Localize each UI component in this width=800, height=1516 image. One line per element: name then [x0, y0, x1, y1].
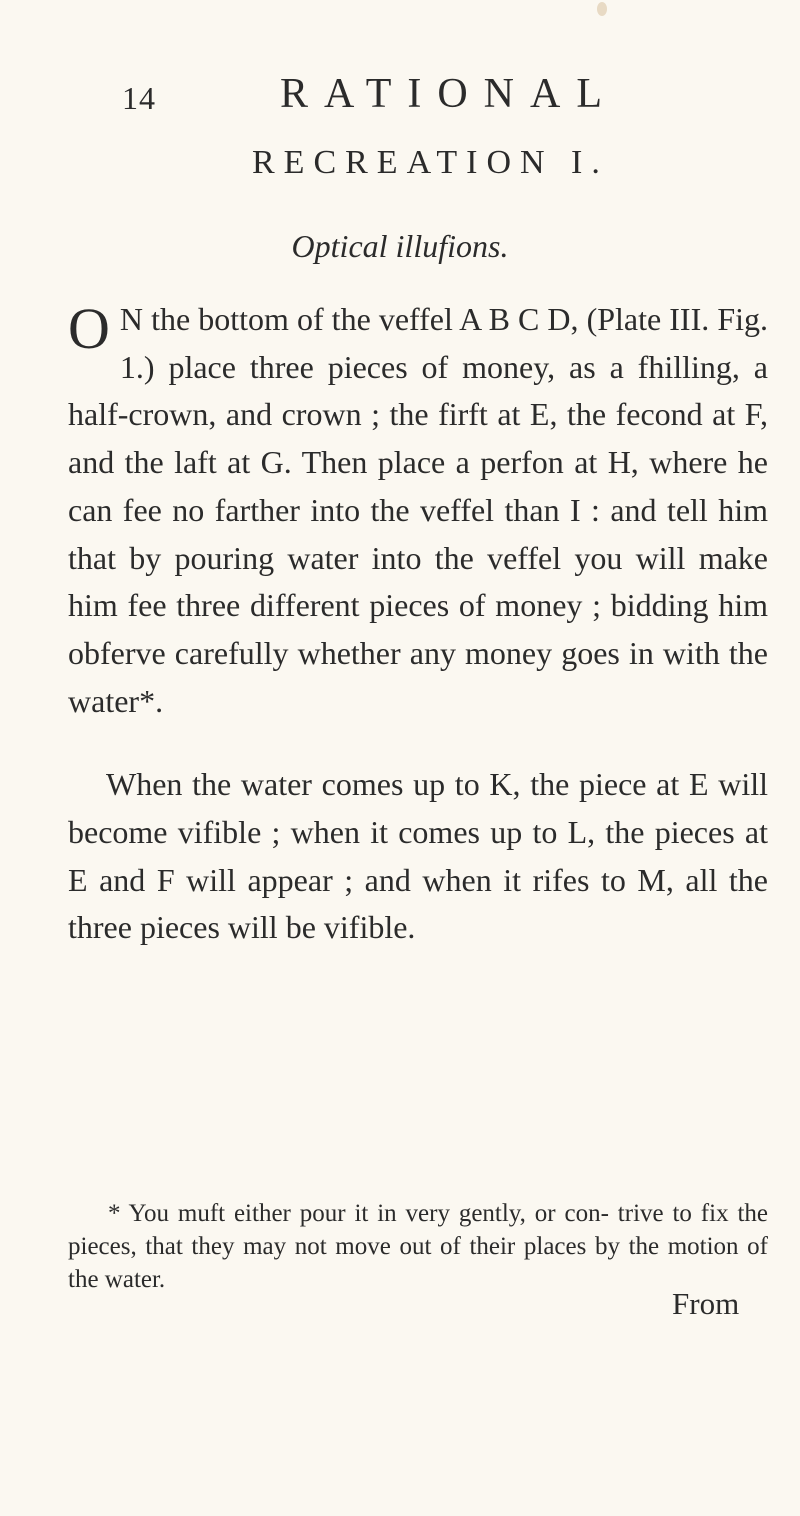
paragraph-1-text: N the bottom of the veffel A B C D, (Plate III. Fig. 1.) place three pieces of money, as a fhilling, a half-crown, and crown ; the firft at E, the fecond at F, and the laft at G. Then place a perfon at H, where he can fee no farther into the veffel than I : and tell him that by pouring water into the veffel you will make him fee three different pieces of money ; bidding him obferve carefully whether any money goes in with the water*.: [68, 301, 768, 719]
footnote: * You muft either pour it in very gently, or con- trive to fix the pieces, that they may not move out of their places by the motion of the water.: [68, 1200, 768, 1293]
paragraph-1: [68, 296, 768, 725]
drop-cap: O: [68, 296, 110, 361]
running-head: RATIONAL: [280, 71, 618, 117]
body-text: [68, 296, 768, 952]
section-title: RECREATION I.: [252, 144, 609, 181]
page-number: 14: [122, 80, 156, 116]
section-subtitle: Optical illufions.: [291, 228, 509, 264]
paragraph-2: When the water comes up to K, the piece at E will become vifible ; when it comes up to L, the pieces at E and F will appear ; and when it rifes to M, all the three pieces will be vifible.: [68, 766, 768, 946]
catchword: From: [672, 1286, 740, 1321]
paper-stain: [597, 2, 607, 16]
